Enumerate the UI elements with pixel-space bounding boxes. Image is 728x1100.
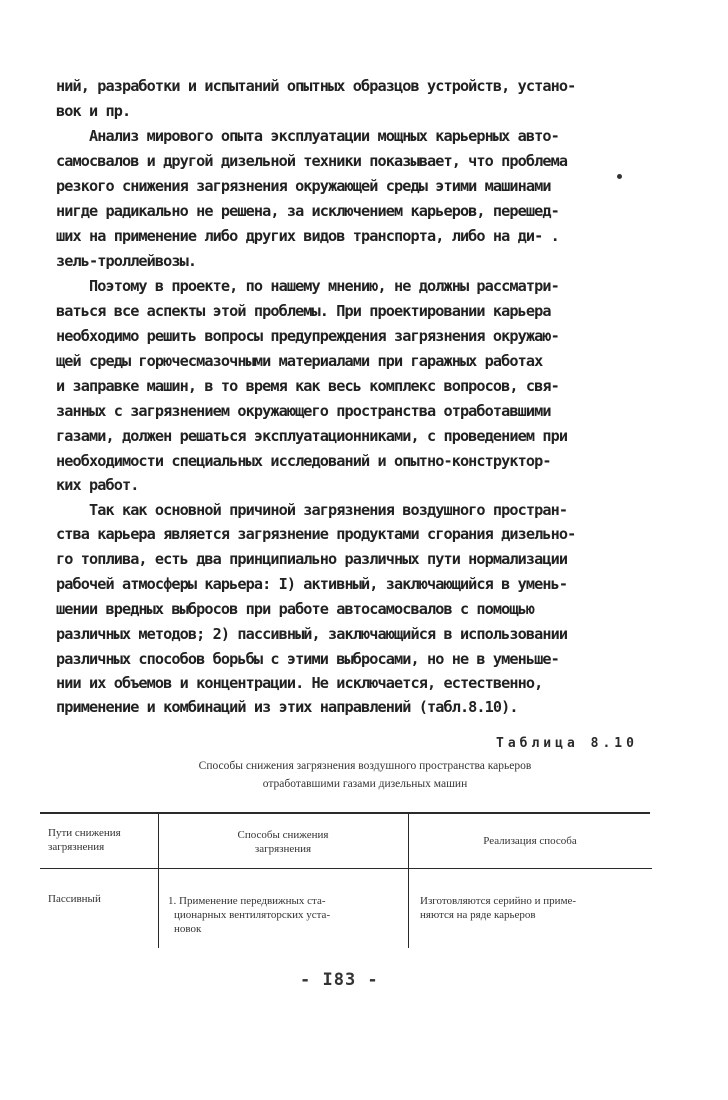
body-line: ний, разработки и испытаний опытных образцов устройств, устано-: [56, 77, 576, 95]
body-line: вок и пр.: [56, 102, 131, 120]
row1-col3-line: Изготовляются серийно и приме-: [420, 895, 577, 907]
body-line: резкого снижения загрязнения окружающей среды этими машинами: [56, 177, 551, 195]
body-line: го топлива, есть два принципиально различных пути нормализации: [56, 550, 568, 568]
body-line: самосвалов и другой дизельной техники показывает, что проблема: [56, 152, 568, 170]
row1-col2-line: новок: [174, 923, 202, 935]
table-label: Таблица 8.10: [496, 736, 638, 751]
table-caption-line: Способы снижения загрязнения воздушного пространства карьеров: [198, 760, 532, 772]
header-col1-line: Пути снижения: [48, 827, 121, 839]
body-line: нигде радикально не решена, за исключением карьеров, перешед-: [56, 202, 559, 220]
body-line: зель-троллейвозы.: [56, 252, 197, 270]
body-line: шении вредных выбросов при работе автосамосвалов с помощью: [56, 600, 535, 618]
table-header-rule: [40, 868, 652, 869]
body-line: различных способов борьбы с этими выбросами, но не в уменьше-: [56, 650, 559, 668]
header-col2-line: загрязнения: [254, 843, 312, 855]
body-line: ших на применение либо других видов транспорта, либо на ди- .: [56, 227, 559, 245]
body-line: Анализ мирового опыта эксплуатации мощных карьерных авто-: [56, 127, 559, 145]
body-line: занных с загрязнением окружающего пространства отработавшими: [56, 402, 551, 420]
body-line: щей среды горючесмазочными материалами при гаражных работах: [56, 352, 543, 370]
scan-speck: [617, 174, 622, 179]
body-line: ства карьера является загрязнение продуктами сгорания дизельно-: [56, 525, 576, 543]
body-line: Поэтому в проекте, по нашему мнению, не должны рассматри-: [56, 277, 559, 295]
row1-col1: Пассивный: [48, 893, 101, 905]
body-line: нии их объемов и концентрации. Не исключается, естественно,: [56, 674, 543, 692]
body-line: ких работ.: [56, 476, 139, 494]
body-line: необходимо решить вопросы предупреждения загрязнения окружаю-: [56, 327, 559, 345]
header-col1-line: загрязнения: [48, 841, 105, 853]
body-line: Так как основной причиной загрязнения воздушного простран-: [56, 501, 568, 519]
body-line: необходимости специальных исследований и опытно-конструктор-: [56, 452, 551, 470]
row1-col2-line: ционарных вентиляторских уста-: [174, 909, 331, 921]
header-col3: Реализация способа: [483, 835, 577, 847]
page-number: - I83 -: [300, 970, 379, 990]
body-line: различных методов; 2) пассивный, заключающийся в использовании: [56, 625, 568, 643]
header-col2-line: Способы снижения: [237, 829, 329, 841]
table-caption-line: отработавшими газами дизельных машин: [262, 778, 468, 790]
body-line: газами, должен решаться эксплуатационниками, с проведением при: [56, 427, 568, 445]
body-line: рабочей атмосферы карьера: I) активный, заключающийся в умень-: [56, 575, 568, 593]
table-top-rule: [40, 812, 650, 814]
body-line: ваться все аспекты этой проблемы. При проектировании карьера: [56, 302, 551, 320]
row1-col2-line: 1. Применение передвижных ста-: [168, 895, 326, 907]
body-line: применение и комбинаций из этих направлений (табл.8.10).: [56, 698, 518, 716]
row1-col3-line: няются на ряде карьеров: [420, 909, 536, 921]
body-line: и заправке машин, в то время как весь комплекс вопросов, свя-: [56, 377, 559, 395]
